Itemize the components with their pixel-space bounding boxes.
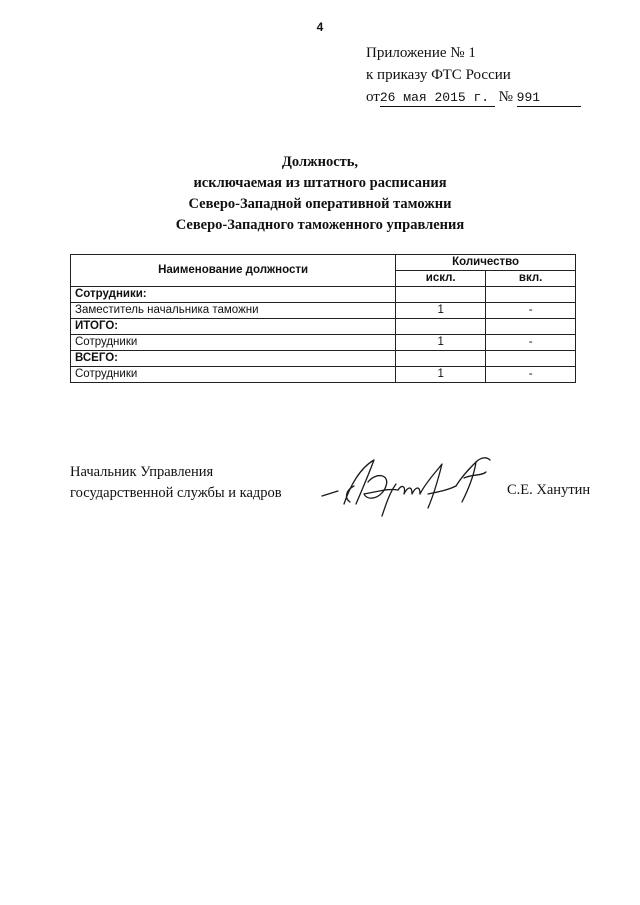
table-row-section xyxy=(71,319,576,335)
signatory-title-line-2: государственной службы и кадров xyxy=(70,485,282,501)
order-date: 26 мая 2015 г. xyxy=(380,90,495,107)
date-prefix: от xyxy=(366,89,380,105)
section-label: ВСЕГО: xyxy=(71,351,396,367)
positions-table xyxy=(70,254,576,383)
order-number: 991 xyxy=(517,90,581,107)
page-number: 4 xyxy=(316,20,324,34)
empty-cell xyxy=(396,287,486,303)
table-row xyxy=(71,335,576,351)
document-title xyxy=(0,152,640,236)
signatory-title-line-1: Начальник Управления xyxy=(70,464,214,480)
included-count: - xyxy=(486,367,576,383)
title-line-4: Северо-Западного таможенного управления xyxy=(175,217,465,233)
appendix-line-1: Приложение № 1 xyxy=(366,45,476,61)
table-row xyxy=(71,367,576,383)
appendix-order-date-line xyxy=(366,86,626,108)
excluded-count: 1 xyxy=(396,335,486,351)
header-excluded: искл. xyxy=(396,271,486,287)
empty-cell xyxy=(486,351,576,367)
empty-cell xyxy=(396,319,486,335)
handwritten-signature xyxy=(316,446,506,526)
included-count: - xyxy=(486,335,576,351)
title-line-3: Северо-Западной оперативной таможни xyxy=(188,196,452,212)
header-included: вкл. xyxy=(486,271,576,287)
position-name: Сотрудники xyxy=(71,335,396,351)
table-row xyxy=(71,303,576,319)
appendix-line-2: к приказу ФТС России xyxy=(366,67,511,83)
position-name: Заместитель начальника таможни xyxy=(71,303,396,319)
position-name: Сотрудники xyxy=(71,367,396,383)
signatory-name: С.Е. Ханутин xyxy=(507,482,591,498)
empty-cell xyxy=(396,351,486,367)
signatory-title xyxy=(70,462,282,504)
number-prefix: № xyxy=(498,89,513,105)
excluded-count: 1 xyxy=(396,303,486,319)
empty-cell xyxy=(486,287,576,303)
section-label: Сотрудники: xyxy=(71,287,396,303)
empty-cell xyxy=(486,319,576,335)
header-position-name: Наименование должности xyxy=(71,255,396,287)
title-line-2: исключаемая из штатного расписания xyxy=(193,175,447,191)
table-row-section xyxy=(71,351,576,367)
section-label: ИТОГО: xyxy=(71,319,396,335)
excluded-count: 1 xyxy=(396,367,486,383)
table-row-section xyxy=(71,287,576,303)
header-quantity: Количество xyxy=(396,255,576,271)
appendix-header xyxy=(366,42,626,108)
title-line-1: Должность, xyxy=(281,154,359,170)
included-count: - xyxy=(486,303,576,319)
